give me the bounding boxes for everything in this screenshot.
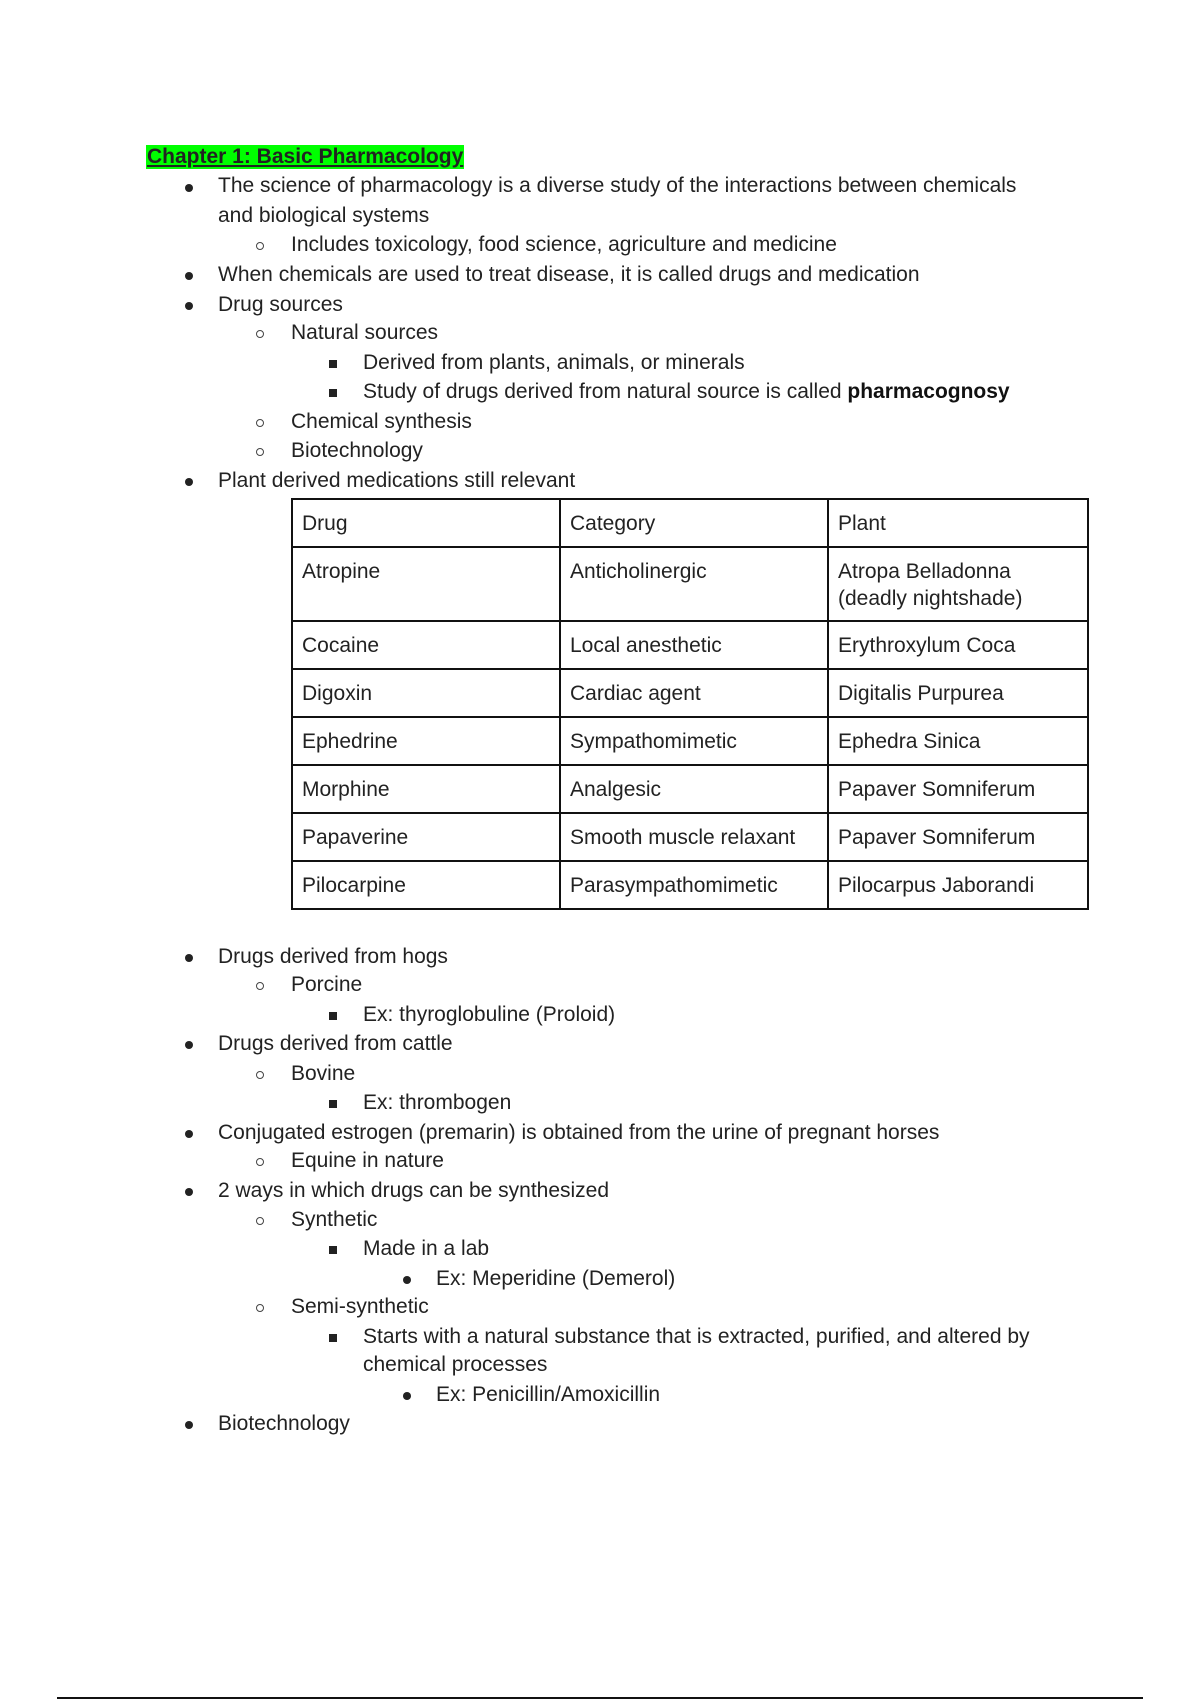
bullet-icon (185, 1041, 193, 1049)
table-cell: Smooth muscle relaxant (560, 813, 828, 861)
table-cell: Papaver Somniferum (828, 765, 1088, 813)
note-line: Biotechnology (291, 439, 423, 462)
hollow-bullet-icon (256, 448, 264, 456)
square-bullet-icon (329, 360, 337, 368)
square-bullet-icon (329, 1100, 337, 1108)
plant-medications-table (291, 498, 1089, 910)
table-row (292, 717, 1088, 765)
note-line: Drugs derived from cattle (218, 1032, 453, 1055)
note-line: Semi-synthetic (291, 1295, 429, 1318)
hollow-bullet-icon (256, 1217, 264, 1225)
square-bullet-icon (329, 389, 337, 397)
bullet-icon (403, 1392, 411, 1400)
table-header-cell: Drug (292, 499, 560, 547)
bullet-icon (185, 272, 193, 280)
hollow-bullet-icon (256, 982, 264, 990)
bullet-icon (185, 1188, 193, 1196)
table-row (292, 861, 1088, 909)
note-line: and biological systems (218, 204, 430, 227)
table-header-row (292, 499, 1088, 547)
bullet-icon (185, 954, 193, 962)
hollow-bullet-icon (256, 330, 264, 338)
cell-text: Atropa Belladonna (838, 560, 1011, 583)
table-cell: Cardiac agent (560, 669, 828, 717)
note-line: Drugs derived from hogs (218, 945, 448, 968)
table-cell: Pilocarpus Jaborandi (828, 861, 1088, 909)
table-cell: Sympathomimetic (560, 717, 828, 765)
table-header-cell: Category (560, 499, 828, 547)
table-row (292, 765, 1088, 813)
table-cell: Ephedrine (292, 717, 560, 765)
bullet-icon (185, 184, 193, 192)
table-cell: Parasympathomimetic (560, 861, 828, 909)
chapter-title: Chapter 1: Basic Pharmacology (147, 145, 464, 168)
note-line: Conjugated estrogen (premarin) is obtained from the urine of pregnant horses (218, 1121, 940, 1144)
table-cell: Erythroxylum Coca (828, 621, 1088, 669)
note-line: Includes toxicology, food science, agriculture and medicine (291, 233, 837, 256)
note-line: Biotechnology (218, 1412, 350, 1435)
bullet-icon (185, 1130, 193, 1138)
table-cell: Atropine (292, 547, 560, 621)
table-row (292, 813, 1088, 861)
table-row (292, 547, 1088, 621)
page-bottom-rule (57, 1697, 1143, 1699)
table-row (292, 621, 1088, 669)
note-line (363, 378, 1010, 406)
table-cell: Digitalis Purpurea (828, 669, 1088, 717)
square-bullet-icon (329, 1334, 337, 1342)
note-line: Made in a lab (363, 1237, 490, 1260)
table-cell: Papaverine (292, 813, 560, 861)
table-cell: Ephedra Sinica (828, 717, 1088, 765)
hollow-bullet-icon (256, 1304, 264, 1312)
table-cell: Anticholinergic (560, 547, 828, 621)
note-line: Derived from plants, animals, or minerals (363, 351, 745, 374)
note-line: Synthetic (291, 1208, 378, 1231)
table-cell: Local anesthetic (560, 621, 828, 669)
table-cell: Pilocarpine (292, 861, 560, 909)
note-line: Natural sources (291, 321, 439, 344)
note-line: Ex: thrombogen (363, 1091, 512, 1114)
note-line: Porcine (291, 973, 363, 996)
table-cell: Papaver Somniferum (828, 813, 1088, 861)
bullet-icon (403, 1276, 411, 1284)
bullet-icon (185, 1421, 193, 1429)
note-line: The science of pharmacology is a diverse study of the interactions between chemicals (218, 174, 1017, 197)
table-cell: Analgesic (560, 765, 828, 813)
note-text: Study of drugs derived from natural source is called (363, 380, 848, 403)
note-line: Drug sources (218, 293, 343, 316)
bold-term: pharmacognosy (847, 380, 1010, 403)
table-cell: Cocaine (292, 621, 560, 669)
hollow-bullet-icon (256, 419, 264, 427)
square-bullet-icon (329, 1012, 337, 1020)
note-line: Ex: Meperidine (Demerol) (436, 1267, 676, 1290)
hollow-bullet-icon (256, 1071, 264, 1079)
note-line: Ex: Penicillin/Amoxicillin (436, 1383, 661, 1406)
table-cell: Morphine (292, 765, 560, 813)
hollow-bullet-icon (256, 242, 264, 250)
hollow-bullet-icon (256, 1158, 264, 1166)
table-header-cell: Plant (828, 499, 1088, 547)
square-bullet-icon (329, 1246, 337, 1254)
note-line: Bovine (291, 1062, 356, 1085)
note-line: Plant derived medications still relevant (218, 469, 576, 492)
cell-text: (deadly nightshade) (838, 587, 1023, 610)
note-line: Ex: thyroglobuline (Proloid) (363, 1003, 616, 1026)
bullet-icon (185, 478, 193, 486)
note-line: 2 ways in which drugs can be synthesized (218, 1179, 610, 1202)
note-line: Starts with a natural substance that is extracted, purified, and altered by (363, 1325, 1030, 1348)
note-line: Chemical synthesis (291, 410, 472, 433)
table-cell: Digoxin (292, 669, 560, 717)
note-line: When chemicals are used to treat disease, it is called drugs and medication (218, 263, 920, 286)
note-line: chemical processes (363, 1353, 548, 1376)
note-line: Equine in nature (291, 1149, 444, 1172)
bullet-icon (185, 302, 193, 310)
table-cell (828, 547, 1088, 621)
table-row (292, 669, 1088, 717)
